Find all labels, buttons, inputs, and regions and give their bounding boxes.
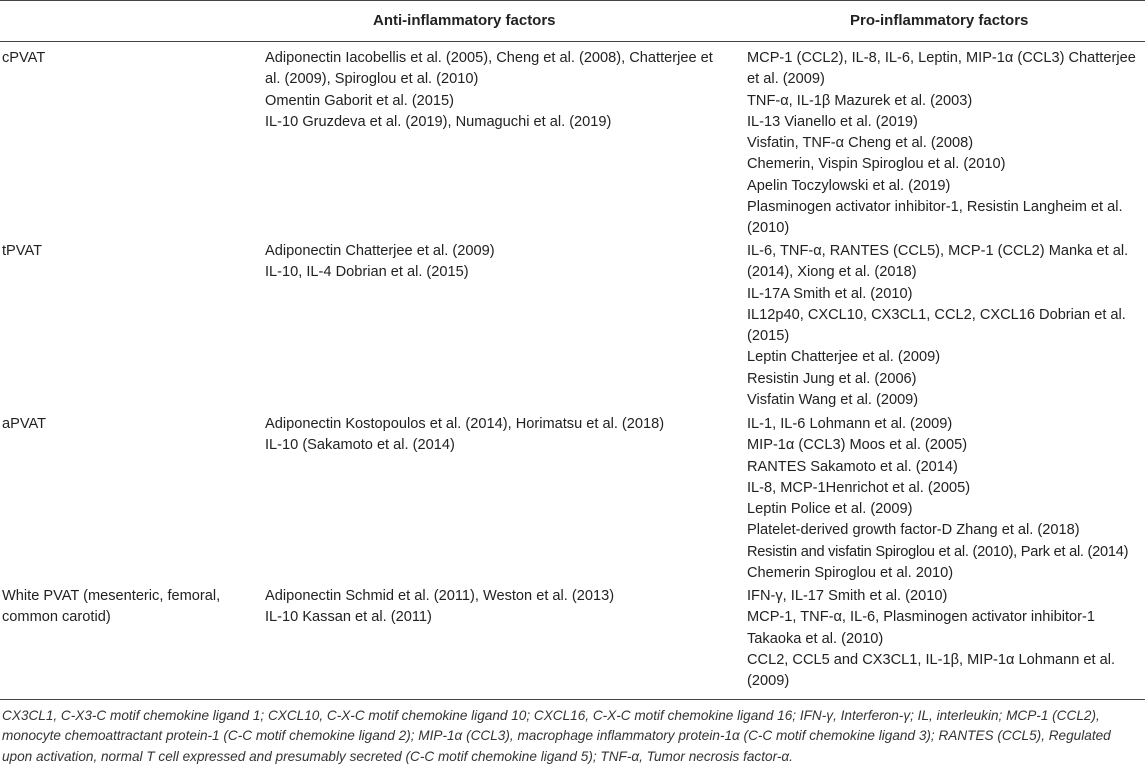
pro-item: MCP-1, TNF-α, IL-6, Plasminogen activator inhibitor-1 Takaoka et al. (2010) xyxy=(747,609,1095,647)
anti-item: IL-10 (Sakamoto et al. (2014) xyxy=(265,437,455,454)
pro-item: RANTES Sakamoto et al. (2014) xyxy=(747,458,958,475)
row-apvat-pro xyxy=(747,414,1145,584)
row-white-pvat-anti xyxy=(265,586,715,629)
pro-item: Visfatin, TNF-α Cheng et al. (2008) xyxy=(747,135,974,152)
pro-item: IL-8, MCP-1Henrichot et al. (2005) xyxy=(747,479,971,496)
row-apvat-anti xyxy=(265,414,715,457)
bottom-rule xyxy=(0,699,1145,700)
pro-item: IL-17A Smith et al. (2010) xyxy=(747,285,913,302)
anti-item: Adiponectin Kostopoulos et al. (2014), Horimatsu et al. (2018) xyxy=(265,416,665,432)
anti-item: IL-10 Kassan et al. (2011) xyxy=(265,609,432,626)
row-cpvat-anti xyxy=(265,48,715,133)
anti-item: Omentin Gaborit et al. (2015) xyxy=(265,92,454,109)
tissue-label: White PVAT (mesenteric, femoral, common carotid) xyxy=(2,588,221,626)
header-anti-inflammatory: Anti-inflammatory factors xyxy=(373,12,556,29)
top-rule xyxy=(0,0,1145,1)
anti-item: Adiponectin Chatterjee et al. (2009) xyxy=(265,243,495,259)
pro-item: CCL2, CCL5 and CX3CL1, IL-1β, MIP-1α Lohmann et al. (2009) xyxy=(747,651,1116,690)
pro-item: IL-6, TNF-α, RANTES (CCL5), MCP-1 (CCL2) Manka et al. (2014), Xiong et al. (2018) xyxy=(747,243,1129,281)
pro-item: IL12p40, CXCL10, CX3CL1, CCL2, CXCL16 Dobrian et al. (2015) xyxy=(747,306,1126,345)
row-tpvat-anti xyxy=(265,241,715,284)
anti-item: Adiponectin Schmid et al. (2011), Weston et al. (2013) xyxy=(265,588,615,604)
row-tpvat-tissue: tPVAT xyxy=(2,243,43,259)
pro-item: Platelet-derived growth factor-D Zhang et al. (2018) xyxy=(747,522,1080,539)
pro-item: Resistin and visfatin Spiroglou et al. (2010), Park et al. (2014) xyxy=(747,543,1129,560)
anti-item: Adiponectin Iacobellis et al. (2005), Cheng et al. (2008), Chatterjee et al. (2009), Spiroglou et al. (2010) xyxy=(265,50,713,88)
pro-item: Chemerin Spiroglou et al. 2010) xyxy=(747,565,954,582)
pro-item: IL-13 Vianello et al. (2019) xyxy=(747,113,918,130)
pro-item: Leptin Police et al. (2009) xyxy=(747,501,913,518)
row-white-pvat-pro xyxy=(747,586,1145,692)
header-rule xyxy=(0,41,1145,42)
table-footnote: CX3CL1, C-X3-C motif chemokine ligand 1; CXCL10, C-X-C motif chemokine ligand 10; CXCL16, C-X-C motif chemokine ligand 16; IFN-γ, Interferon-γ; IL, interleukin; MCP-1 (CCL2), monocyte chemoattractant protein-1 (C-C motif chemokine ligand 2); MIP-1α (CCL3), macrophage inflammatory protein-1α (C-C motif chemokine ligand 3); RANTES (CCL5), Regulated upon activation, normal T cell expressed and presumably secreted (C-C motif chemokine ligand 5); TNF-α, Tumor necrosis factor-α. xyxy=(2,708,1111,764)
pro-item: IFN-γ, IL-17 Smith et al. (2010) xyxy=(747,588,948,604)
pro-item: Apelin Toczylowski et al. (2019) xyxy=(747,177,951,194)
pro-item: Visfatin Wang et al. (2009) xyxy=(747,392,919,409)
pro-item: TNF-α, IL-1β Mazurek et al. (2003) xyxy=(747,92,973,109)
anti-item: IL-10, IL-4 Dobrian et al. (2015) xyxy=(265,264,469,281)
pro-item: Plasminogen activator inhibitor-1, Resistin Langheim et al. (2010) xyxy=(747,199,1123,237)
header-pro-inflammatory: Pro-inflammatory factors xyxy=(850,12,1029,29)
row-white-pvat-tissue xyxy=(2,586,252,629)
pro-item: Leptin Chatterjee et al. (2009) xyxy=(747,349,941,366)
pro-item: MIP-1α (CCL3) Moos et al. (2005) xyxy=(747,437,968,454)
pro-item: IL-1, IL-6 Lohmann et al. (2009) xyxy=(747,416,953,432)
pro-item: Chemerin, Vispin Spiroglou et al. (2010) xyxy=(747,156,1006,173)
row-tpvat-pro xyxy=(747,241,1145,411)
row-cpvat-pro xyxy=(747,48,1145,240)
pro-item: MCP-1 (CCL2), IL-8, IL-6, Leptin, MIP-1α (CCL3) Chatterjee et al. (2009) xyxy=(747,50,1136,88)
row-apvat-tissue: aPVAT xyxy=(2,416,47,432)
pro-item: Resistin Jung et al. (2006) xyxy=(747,370,917,387)
anti-item: IL-10 Gruzdeva et al. (2019), Numaguchi et al. (2019) xyxy=(265,113,612,130)
row-cpvat-tissue: cPVAT xyxy=(2,50,46,66)
